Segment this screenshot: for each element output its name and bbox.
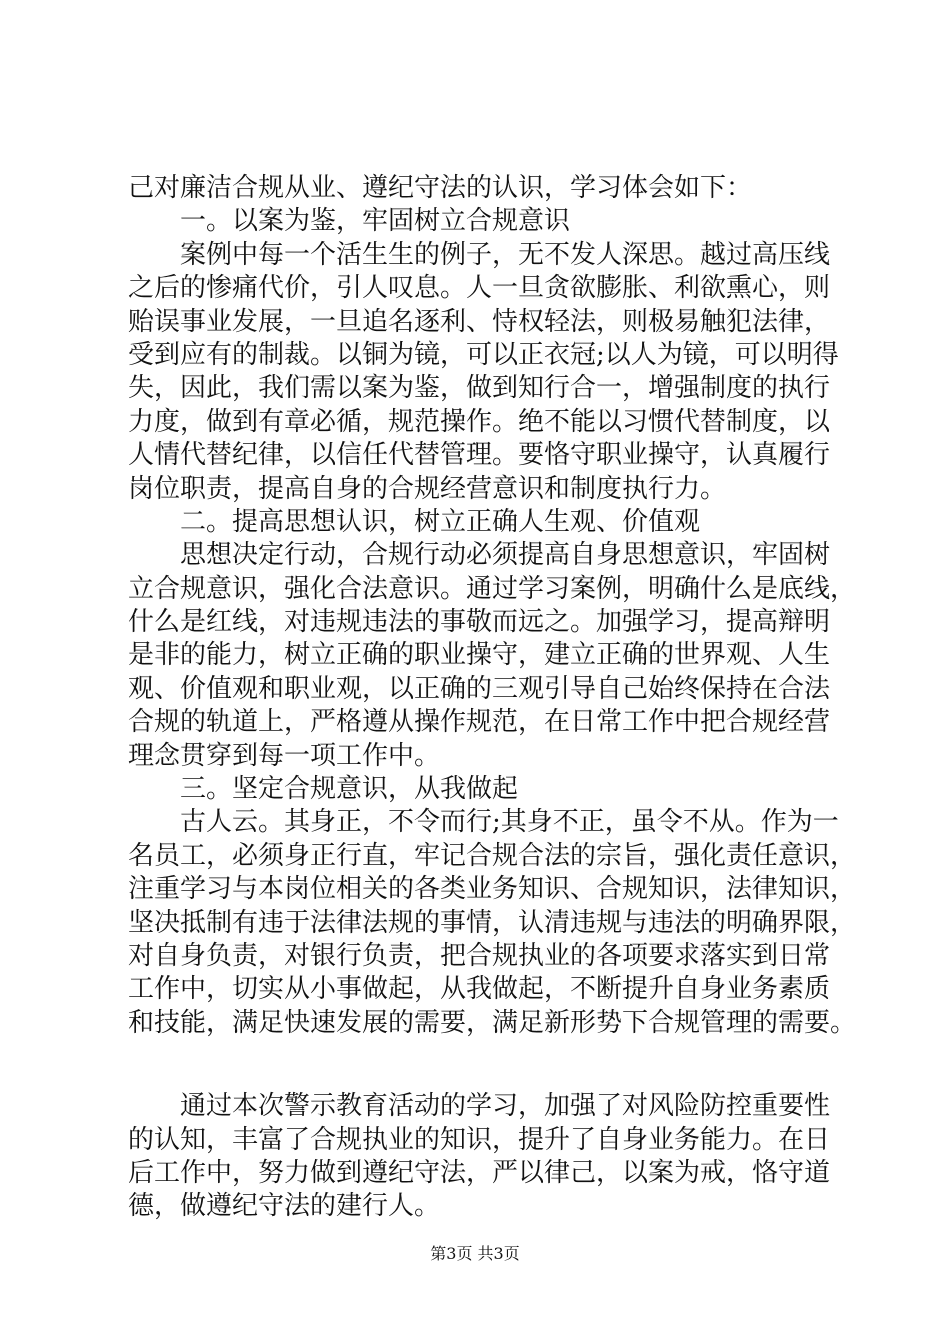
paragraph [128,172,858,205]
text-line: 贻误事业发展，一旦追名逐利、恃权轻法，则极易触犯法律， [128,306,831,337]
text-line: 力度，做到有章必循，规范操作。绝不能以习惯代替制度，以 [128,406,831,437]
text-line: 工作中，切实从小事做起，从我做起，不断提升自身业务素质 [128,974,831,1005]
text-line: 人情代替纪律，以信任代替管理。要恪守职业操守，认真履行 [128,440,831,471]
text-line: 对自身负责，对银行负责，把合规执业的各项要求落实到日常 [128,940,831,971]
page-footer: 第3页 共3页 [430,1244,520,1263]
text-line: 古人云。其身正，不令而行;其身不正，虽令不从。作为一 [180,807,839,838]
text-line: 失，因此，我们需以案为鉴，做到知行合一，增强制度的执行 [128,373,831,404]
text-line: 观、价值观和职业观，以正确的三观引导自己始终保持在合法 [128,673,831,704]
text-line: 后工作中，努力做到遵纪守法，严以律己，以案为戒，恪守道 [128,1157,831,1188]
paragraph [128,506,858,539]
text-line: 德，做遵纪守法的建行人。 [128,1191,441,1222]
paragraph [128,806,858,1040]
text-line: 合规的轨道上，严格遵从操作规范，在日常工作中把合规经营 [128,707,831,738]
text-line: 受到应有的制裁。以铜为镜，可以正衣冠;以人为镜，可以明得 [128,339,839,370]
paragraph [128,239,858,506]
text-line: 名员工，必须身正行直，牢记合规合法的宗旨，强化责任意识， [128,840,857,871]
text-line: 二。提高思想认识，树立正确人生观、价值观 [180,506,701,537]
paragraph-gap [128,1040,858,1090]
text-line: 己对廉洁合规从业、遵纪守法的认识，学习体会如下： [128,173,753,203]
text-line: 之后的惨痛代价，引人叹息。人一旦贪欲膨胀、利欲熏心，则 [128,273,831,304]
text-line: 立合规意识，强化合法意识。通过学习案例，明确什么是底线， [128,573,857,604]
text-line: 理念贯穿到每一项工作中。 [128,740,441,771]
text-line: 通过本次警示教育活动的学习，加强了对风险防控重要性 [180,1091,831,1122]
document-body [128,172,858,1224]
text-line: 思想决定行动，合规行动必须提高自身思想意识，牢固树 [180,540,831,571]
text-line: 三。坚定合规意识，从我做起 [180,774,519,805]
paragraph [128,1090,858,1224]
text-line: 坚决抵制有违于法律法规的事情，认清违规与违法的明确界限， [128,907,857,938]
paragraph [128,205,858,238]
text-line: 岗位职责，提高自身的合规经营意识和制度执行力。 [128,473,727,504]
text-line: 注重学习与本岗位相关的各类业务知识、合规知识，法律知识， [128,874,857,905]
paragraph [128,773,858,806]
text-line: 一。以案为鉴，牢固树立合规意识 [180,206,571,237]
paragraph [128,539,858,773]
text-line: 案例中每一个活生生的例子，无不发人深思。越过高压线 [180,239,831,270]
text-line: 什么是红线，对违规违法的事敬而远之。加强学习，提高辩明 [128,607,831,638]
text-line: 和技能，满足快速发展的需要，满足新形势下合规管理的需要。 [128,1007,857,1038]
text-line: 是非的能力，树立正确的职业操守，建立正确的世界观、人生 [128,640,831,671]
text-line: 的认知，丰富了合规执业的知识，提升了自身业务能力。在日 [128,1124,831,1155]
